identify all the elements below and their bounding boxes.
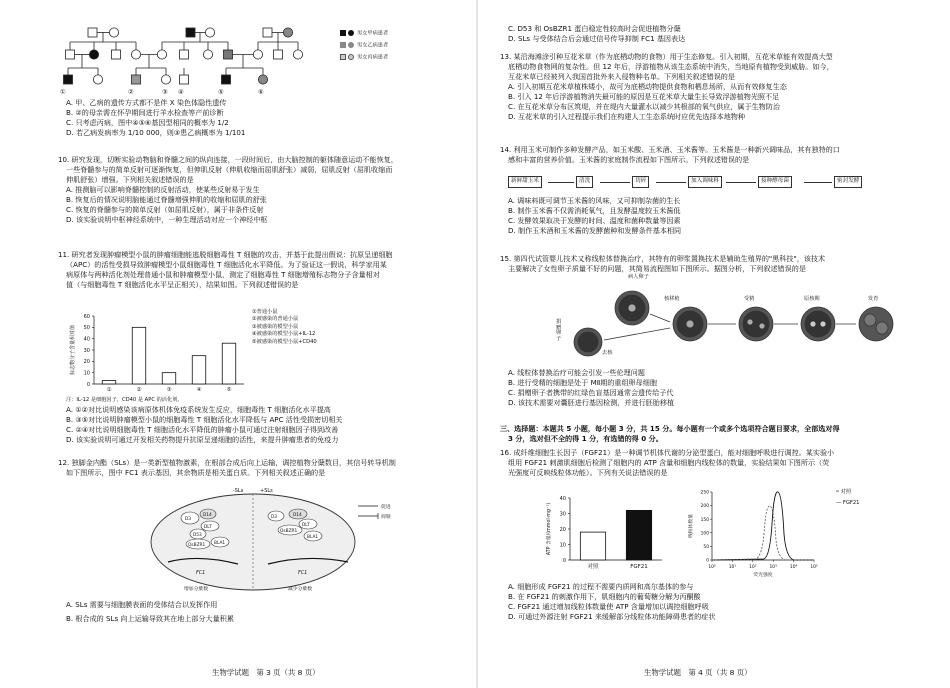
q12-option: A. SLs 需要与细胞膜表面的受体结合以发挥作用 (66, 600, 218, 609)
svg-text:D53: D53 (193, 533, 202, 538)
svg-text:-SLs: -SLs (233, 488, 244, 494)
q11-option: B. ③⑤对比说明肿瘤模型小鼠的细胞毒性 T 细胞活化水平降低与 APC 活性受损密切相关 (66, 415, 343, 425)
q14-option: D. 制作玉米酒和玉米酱的发酵菌种和发酵条件基本相同 (508, 226, 682, 236)
flow-arrow (656, 182, 686, 183)
q16b-y-tick-label: 50 (703, 545, 709, 550)
section-3-title-cont: 3 分，选对但不全的得 1 分，有选错的得 0 分。 (508, 434, 663, 444)
q16-option: C. FGF21 通过增加线粒体数量使 ATP 含量增加以调控细胞呼吸 (508, 602, 709, 612)
q16b-x-tick-label: 10¹ (728, 565, 737, 570)
q10-option: C. 恢复的脊髓参与的简单反射（如屈肌反射），属于非条件反射 (66, 205, 264, 215)
flow-step: 新鲜甜玉米 (508, 176, 542, 188)
control-curve (712, 506, 814, 560)
q11-chart-legend (252, 309, 317, 346)
flow-step: 接种酵母菌 (758, 176, 792, 188)
q12-options-right (508, 24, 938, 44)
question-11 (58, 250, 470, 290)
q16b-x-axis-label: 荧光强度 (753, 573, 773, 578)
flow-arrow (600, 182, 630, 183)
q15-label-fertilize: 受精 (744, 296, 755, 302)
q9-option: C. 只考虑丙病，图中④⑤⑥基因型相同的概率为 1/2 (66, 118, 229, 128)
flow-arrow (804, 182, 832, 183)
q9-option: D. 若乙病发病率为 1/10 000，则③患乙病概率为 1/101 (66, 128, 246, 138)
q13-stem-line: 底栖动物食物网的复杂性。但 12 年后，浮游植物从该生态系统中消失，当地原有植物受到威胁。如今， (508, 62, 834, 72)
svg-text:DLT: DLT (204, 525, 212, 530)
q11-y-tick-label: 30 (83, 347, 90, 354)
svg-text:BLA1: BLA1 (214, 541, 226, 546)
q15-label-patient-egg: 病人卵子 (628, 274, 649, 280)
q11-y-axis-label: 标志物分子含量相对值 (70, 324, 76, 376)
flow-step: 加入调味料 (688, 176, 722, 188)
section-3-heading (500, 424, 940, 444)
q15-cells (538, 282, 898, 362)
q11-stem-line: （APC）的活性受损导致肿瘤模型小鼠细胞毒性 T 细胞活化水平降低。为了验证这一假说，科学家用某 (66, 260, 387, 270)
q11-x-tick-label: ④ (196, 387, 202, 393)
q16-y-tick-label: 30 (559, 511, 566, 518)
q16b-x-tick-label: 10³ (769, 565, 777, 570)
flow-step: 密封发酵 (834, 176, 862, 188)
q16-stem-line: 组用 FGF21 刺激肌细胞后检测了细胞内的 ATP 含量和细胞内线粒体的数量，实验结果如下图所示（荧 (508, 458, 830, 468)
q11-bar (162, 373, 176, 384)
section-3-title: 三、选择题：本题共 5 小题，每小题 3 分，共 15 分。每小题有一个或多个选项符合题目要求，全部选对得 (500, 424, 840, 433)
q14-stem-line: 感和丰富的营养价值。玉米酱的家庭制作流程如下图所示。下列叙述错误的是 (508, 155, 750, 165)
q16-option: D. 可通过外源注射 FGF21 来缓解部分线粒体功能障碍患者的症状 (508, 612, 716, 622)
flow-arrow (548, 182, 574, 183)
q11-x-tick-label: ③ (166, 387, 172, 393)
q15-label-pronucleus: 原核期 (804, 296, 820, 302)
q10-stem-line: 伸肌舒张）增强。下列相关叙述错误的是 (66, 175, 194, 185)
q11-y-tick-label: 10 (83, 370, 90, 377)
svg-text:+SLs: +SLs (260, 488, 273, 494)
q11-legend-item: ④被感染的模型小鼠+IL-12 (252, 331, 316, 338)
pedigree-diagram (58, 24, 338, 98)
q16-y-tick-label: 0 (562, 557, 566, 564)
q16-stem-line: 光强度可反映线粒体功能）。下列有关说法错误的是 (508, 468, 668, 478)
q11-y-tick-label: 40 (83, 336, 90, 343)
q13-option: B. 引入 12 年后浮游植物消失最可能的原因是互花米草大量生长导致浮游植物光照不足 (508, 92, 780, 102)
legend-label: 男女丙病患者 (357, 54, 389, 61)
pedigree-number-2: ② (128, 88, 134, 96)
svg-text:OsBZR1: OsBZR1 (280, 529, 298, 534)
svg-text:FC1: FC1 (298, 571, 308, 576)
q9-options (66, 98, 466, 138)
svg-text:OsBZR1: OsBZR1 (188, 543, 206, 548)
q11-bar (132, 327, 146, 384)
q15-process-diagram (538, 274, 898, 362)
q16-options (508, 582, 938, 622)
q11-bar (192, 356, 206, 384)
q16b-y-tick-label: 150 (700, 517, 709, 523)
q12-stem-line: 12. 独脚金内酯（SLs）是一类新型植物激素，在根部合成后向上运输，调控植物分蘖数目，其信号转导机制 (58, 458, 396, 467)
q16-line-chart (686, 484, 826, 578)
flow-step: 清洗 (576, 176, 593, 188)
q16-y-tick-label: 40 (559, 495, 566, 502)
q11-legend-item: ②被感染的普通小鼠 (252, 316, 299, 323)
q16b-x-tick-label: 10⁴ (789, 565, 798, 570)
legend-label: 男女甲病患者 (357, 30, 389, 37)
svg-text:DLT: DLT (302, 523, 310, 528)
q11-stem-line: 值（与细胞毒性 T 细胞活化水平呈正相关），结果如图。下列叙述错误的是 (66, 280, 299, 290)
q9-option: A. 甲、乙病的遗传方式都不是伴 X 染色体隐性遗传 (66, 98, 227, 107)
q12-signaling-diagram (148, 484, 398, 594)
q11-stem-line: 病原体与两种活化剂处理普通小鼠和肿瘤模型小鼠，测定了细胞毒性 T 细胞增殖标志物分子含量相对 (66, 270, 380, 280)
pedigree-number-3: ③ (162, 88, 168, 96)
q11-legend-item: ③被感染的模型小鼠 (252, 323, 299, 330)
q10-option: B. 恢复后的情况说明脑能通过脊髓增强伸肌的收缩和屈肌的舒张 (66, 195, 267, 205)
fgf21-curve (712, 492, 814, 560)
q11-y-tick-label: 60 (83, 313, 90, 320)
svg-text:D14: D14 (203, 513, 212, 518)
svg-text:增加分蘖数: 增加分蘖数 (184, 587, 208, 592)
q14-options (508, 196, 938, 236)
q16-y-axis-label: ATP 含量/(mmol·mg⁻¹) (547, 502, 552, 556)
q14-option: C. 发酵效果取决于发酵的时间、温度和菌种数量等因素 (508, 216, 681, 226)
q15-label-nucleus-removed: 去核 (602, 350, 613, 356)
q11-x-tick-label: ① (106, 387, 112, 393)
q10-option: D. 该实验说明中枢神经系统中，一种生理活动对应一个神经中枢 (66, 215, 268, 225)
pedigree-number-1: ① (60, 88, 66, 96)
svg-text:D3: D3 (271, 515, 278, 520)
svg-text:D14: D14 (293, 513, 302, 518)
q12-option: C. D53 和 OsBZR1 蛋白稳定性较高时会促进植物分蘖 (508, 24, 681, 33)
pedigree-number-5: ⑤ (218, 88, 224, 96)
q16b-x-tick-label: 10² (749, 565, 757, 570)
q16-bar (580, 532, 605, 560)
q15-option: A. 线粒体替换治疗可能会引发一些伦理问题 (508, 368, 645, 377)
q12-option: D. SLs 与受体结合后会通过信号传导抑制 FC1 基因表达 (508, 34, 686, 44)
q11-x-tick-label: ⑤ (226, 387, 232, 393)
q15-label-nucleus-transfer: 核移植 (664, 296, 680, 302)
q11-y-tick-label: 50 (83, 325, 90, 332)
svg-text:抑制: 抑制 (381, 515, 391, 520)
q12-stem-line: 如下图所示，图中 FC1 表示基因，其余物质是相关蛋白质。下列相关叙述正确的是 (66, 468, 326, 478)
question-16 (500, 448, 940, 478)
q16-line-legend-fgf21: — FGF21 (836, 500, 860, 506)
q13-option: D. 互花米草的引入过程提示我们在构建人工生态系统时应优先选择本地物种 (508, 112, 745, 122)
q16b-y-tick-label: 200 (700, 504, 709, 510)
q13-stem-line: 互花米草已经被列入我国首批外来入侵物种名单。下列相关叙述错误的是 (508, 72, 735, 82)
q15-option: B. 进行受精的细胞是处于 MⅡ期的重组卵母细胞 (508, 378, 657, 388)
pedigree-legend (340, 30, 388, 66)
q16-bar (626, 510, 651, 560)
q14-flowchart (508, 172, 928, 194)
question-15 (500, 254, 940, 274)
q11-bar (222, 343, 236, 384)
page-footer: 生物学试题 第 3 页（共 8 页） (212, 668, 320, 678)
q16-option: A. 细胞形成 FGF21 的过程不需要内质网和高尔基体的参与 (508, 582, 694, 591)
q16-line-legend-control: ┅ 对照 (836, 489, 852, 495)
question-10 (58, 155, 470, 225)
q9-option: B. ②的母亲需在怀孕期间进行羊水检查等产前诊断 (66, 108, 224, 118)
q11-x-tick-label: ② (136, 387, 142, 393)
svg-text:BLA1: BLA1 (307, 535, 319, 540)
legend-label: 男女乙病患者 (357, 42, 389, 49)
q11-options (66, 405, 470, 445)
q15-stem-line: 15. 第四代试管婴儿技术又称线粒体替换治疗，其特有的卵浆置换技术是辅助生殖界的"黑科技"，该技术 (500, 254, 826, 263)
q16-bar-chart (542, 488, 672, 574)
q16-x-tick-label: FGF21 (630, 564, 648, 570)
q11-bar-chart (66, 306, 266, 396)
q16-x-tick-label: 对照 (587, 564, 599, 570)
q16b-y-tick-label: 250 (700, 490, 709, 496)
q16-y-tick-label: 10 (559, 542, 566, 549)
svg-text:FC1: FC1 (196, 571, 206, 576)
q15-stem-line: 主要解决了女性卵子质量不好的问题，其简易流程图如下图所示。据图分析，下列叙述错误的是 (508, 264, 806, 274)
q12-option: B. 根合成的 SLs 向上运输导致其在地上部分大量积累 (66, 614, 234, 624)
q15-label-donor-egg: 捐赠卵子 (556, 319, 562, 343)
svg-text:促进: 促进 (381, 505, 391, 510)
q16b-y-axis-label: 线粒体数量 (689, 514, 694, 538)
q16b-x-tick-label: 10⁵ (810, 565, 818, 570)
q16-y-tick-label: 20 (559, 526, 566, 533)
pedigree-number-6: ⑥ (258, 88, 264, 96)
q11-y-tick-label: 0 (86, 381, 90, 388)
legend-label: FGF21 (842, 500, 860, 506)
q16-stem-line: 16. 成纤维细胞生长因子（FGF21）是一种调节机体代谢的分泌型蛋白，能对细胞呼吸进行调控。某实验小 (500, 448, 835, 457)
flow-step: 切碎 (632, 176, 649, 188)
q11-stem-line: 11. 研究者发现肿瘤模型小鼠的肿瘤细胞能逃脱细胞毒性 T 细胞的攻击，并基于此提出假说：抗原呈递细胞 (58, 250, 393, 259)
right-page (478, 0, 950, 688)
q10-stem-line: 一些脊髓参与的简单反射可逐渐恢复，但伸肌反射（伸肌收缩而屈肌舒张）减弱，屈肌反射（屈肌收缩而 (66, 165, 393, 175)
q15-options (508, 368, 938, 408)
pedigree-number-4: ④ (178, 88, 184, 96)
legend-label: 对照 (840, 489, 852, 495)
q11-legend-item: ①普通小鼠 (252, 309, 278, 315)
q14-option: B. 制作玉米酱不仅需消耗氧气，且发酵温度较玉米酱低 (508, 206, 681, 216)
q15-option: D. 该技术需要对囊胚进行基因检测，并进行胚胎移植 (508, 398, 675, 408)
q16-option: B. 在 FGF21 的刺激作用下，肌细胞内的葡萄糖分解为丙酮酸 (508, 592, 701, 602)
q14-stem-line: 14. 利用玉米可制作多种发酵产品，如玉米酸、玉米酒、玉米酱等。玉米酱是一种新兴调味品，其有独特的口 (500, 145, 840, 154)
q16b-y-tick-label: 100 (700, 531, 709, 537)
q11-note: 注：IL-12 是细胞因子，CD40 是 APC 的活化剂。 (66, 397, 183, 403)
q13-option: A. 引入初期互花米草植株矮小，故可为底栖动物提供食物和栖息场所，从而有效修复生态 (508, 82, 787, 92)
q16b-y-tick-label: 0 (706, 558, 709, 564)
question-12 (58, 458, 470, 478)
pedigree-female (109, 28, 118, 37)
svg-text:D3: D3 (185, 517, 192, 522)
pedigree-male (88, 28, 97, 37)
question-14 (500, 145, 940, 165)
q11-y-tick-label: 20 (83, 359, 90, 366)
q13-stem-line: 13. 某沿海滩涂引种互花米草（作为底栖动物的食物）用于生态修复。引入初期，互花米草能有效提高大型 (500, 52, 833, 61)
q16b-x-tick-label: 10⁰ (708, 565, 716, 570)
q14-option: A. 调味料既可调节玉米酱的风味，又可抑制杂菌的生长 (508, 196, 681, 205)
q10-option: A. 推测脑可以影响脊髓控制的反射活动，使某些反射易于发生 (66, 185, 260, 195)
q11-bar (102, 381, 116, 384)
question-13 (500, 52, 940, 122)
q11-option: A. ①②对比说明感染该病原体机体免疫系统发生反应，细胞毒性 T 细胞活化水平提高 (66, 405, 331, 414)
svg-text:减少分蘖数: 减少分蘖数 (288, 587, 312, 592)
q15-option: C. 捐赠卵子者携带的红绿色盲基因通常会遗传给子代 (508, 388, 674, 398)
q11-option: C. ②④对比说明细胞毒性 T 细胞活化水平降低的肿瘤小鼠可通过注射细胞因子得到改善 (66, 425, 339, 435)
q11-option: D. 该实验说明可通过开发相关药物提升抗原呈递细胞的活性，来提升肿瘤患者的免疫力 (66, 435, 339, 445)
q11-legend-item: ⑤被感染的模型小鼠+CD40 (252, 338, 317, 345)
q15-label-develop: 发育 (868, 296, 879, 302)
q12-options-left (66, 600, 470, 624)
q13-option: C. 在互花米草分布区筑堤，并在堤内大量灌水以减少其根部的氧气供应，属于生物防治 (508, 102, 780, 112)
q10-stem-line: 10. 研究发现，切断实验动物脑和脊髓之间的纵向连接，一段时间后，由大脑控制的躯体随意运动不能恢复， (58, 155, 398, 164)
page-footer: 生物学试题 第 4 页（共 8 页） (644, 668, 752, 678)
flow-arrow (726, 182, 756, 183)
